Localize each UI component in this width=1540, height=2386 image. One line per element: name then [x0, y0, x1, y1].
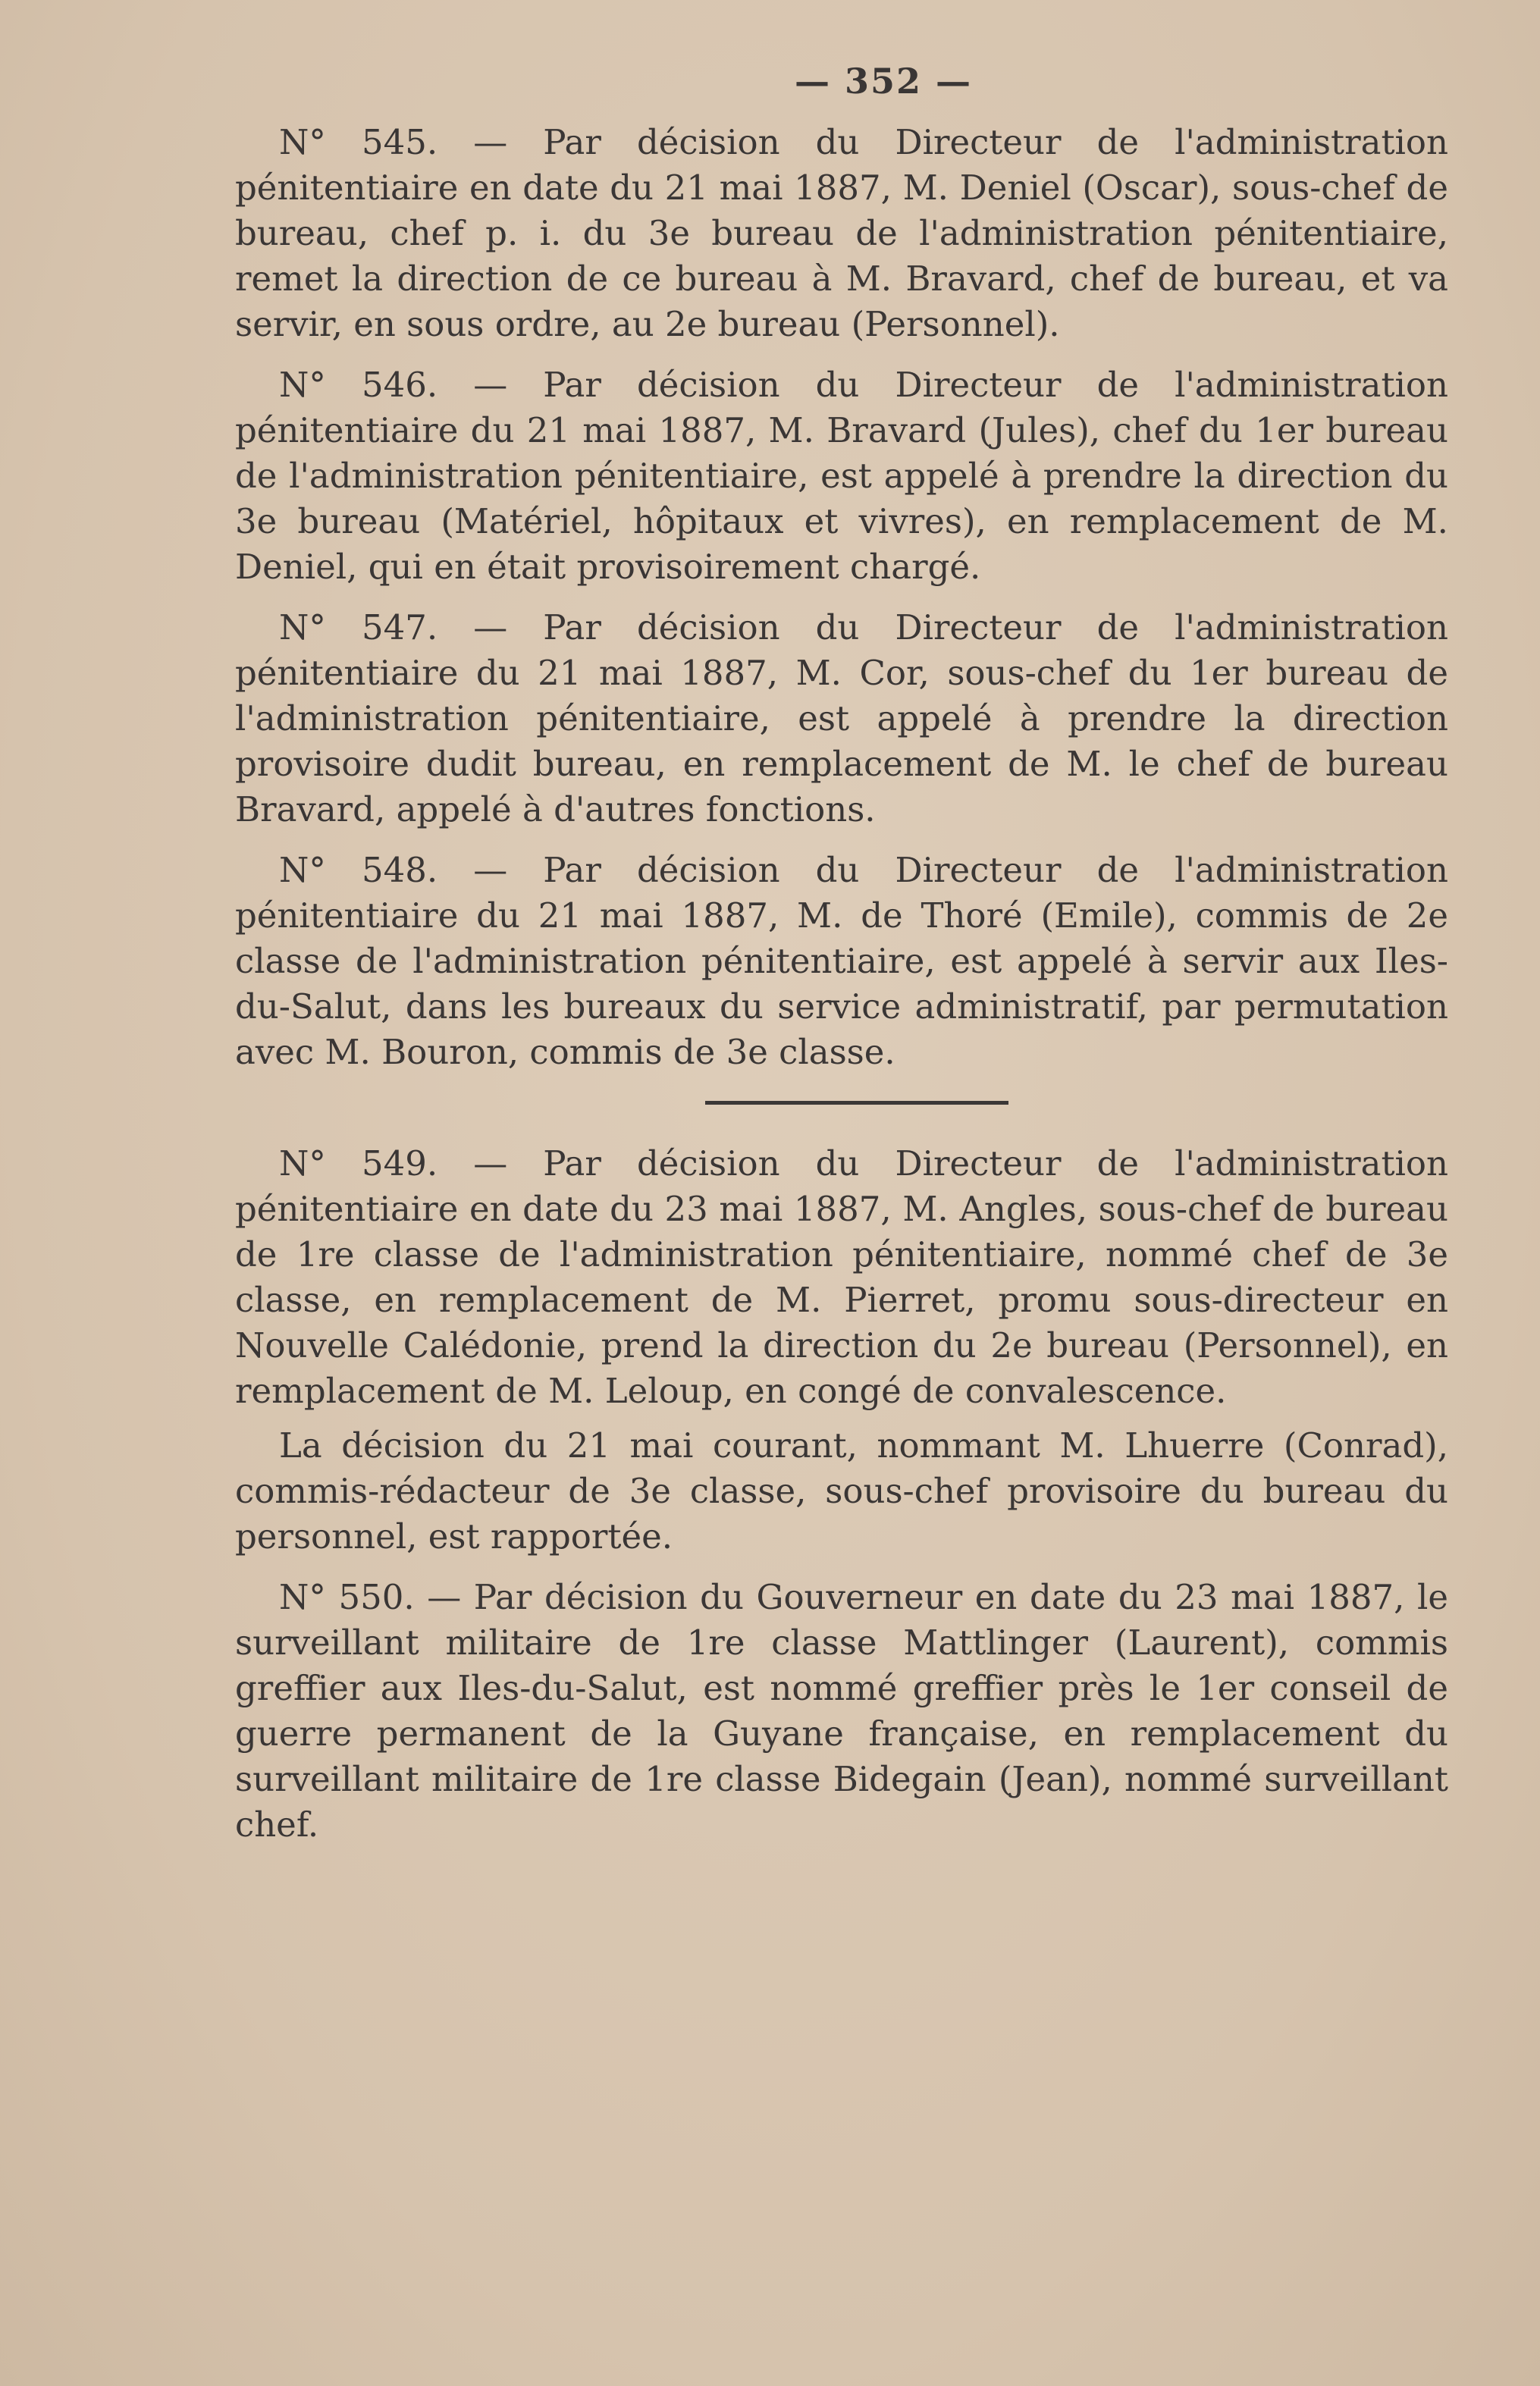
page-number: — 352 — — [794, 61, 973, 102]
decision-550: N° 550. — Par décision du Gouverneur en date du 23 mai 1887, le surveillant militaire de 1re classe Mattlinger (Laurent), commis greffier aux Iles-du-Salut, est nommé greffier près le 1er conseil de guerre permanent de la Guyane française, en remplacement du surveillant militaire de 1re classe Bidegain (Jean), nommé surveillant chef. — [235, 1577, 1448, 1845]
decision-548: N° 548. — Par décision du Directeur de l'administration pénitentiaire du 21 mai 1887, M. de Thoré (Emile), commis de 2e classe de l'administration pénitentiaire, est appelé à servir aux Iles-du-Salut, dans les bureaux du service administratif, par permutation avec M. Bouron, commis de 3e classe. — [235, 850, 1448, 1072]
decision-546: N° 546. — Par décision du Directeur de l'administration pénitentiaire du 21 mai 1887, M. Bravard (Jules), chef du 1er bureau de l'administration pénitentiaire, est appelé à prendre la direction du 3e bureau (Matériel, hôpitaux et vivres), en remplacement de M. Deniel, qui en était provisoirement chargé. — [235, 365, 1448, 587]
document-page — [235, 61, 1448, 1863]
section-divider — [705, 1101, 1008, 1105]
decision-547: N° 547. — Par décision du Directeur de l'administration pénitentiaire du 21 mai 1887, M. Cor, sous-chef du 1er bureau de l'administration pénitentiaire, est appelé à prendre la direction provisoire dudit bureau, en remplacement de M. le chef de bureau Bravard, appelé à d'autres fonctions. — [235, 607, 1448, 829]
decision-545: N° 545. — Par décision du Directeur de l'administration pénitentiaire en date du 21 mai 1887, M. Deniel (Oscar), sous-chef de bureau, chef p. i. du 3e bureau de l'administration pénitentiaire, remet la direction de ce bureau à M. Bravard, chef de bureau, et va servir, en sous ordre, au 2e bureau (Personnel). — [235, 122, 1448, 344]
rescinded-decision-note: La décision du 21 mai courant, nommant M. Lhuerre (Conrad), commis-rédacteur de 3e classe, sous-chef provisoire du bureau du personnel, est rapportée. — [235, 1425, 1448, 1557]
decision-549: N° 549. — Par décision du Directeur de l'administration pénitentiaire en date du 23 mai 1887, M. Angles, sous-chef de bureau de 1re classe de l'administration pénitentiaire, nommé chef de 3e classe, en remplacement de M. Pierret, promu sous-directeur en Nouvelle Calédonie, prend la direction du 2e bureau (Personnel), en remplacement de M. Leloup, en congé de convalescence. — [235, 1143, 1448, 1411]
